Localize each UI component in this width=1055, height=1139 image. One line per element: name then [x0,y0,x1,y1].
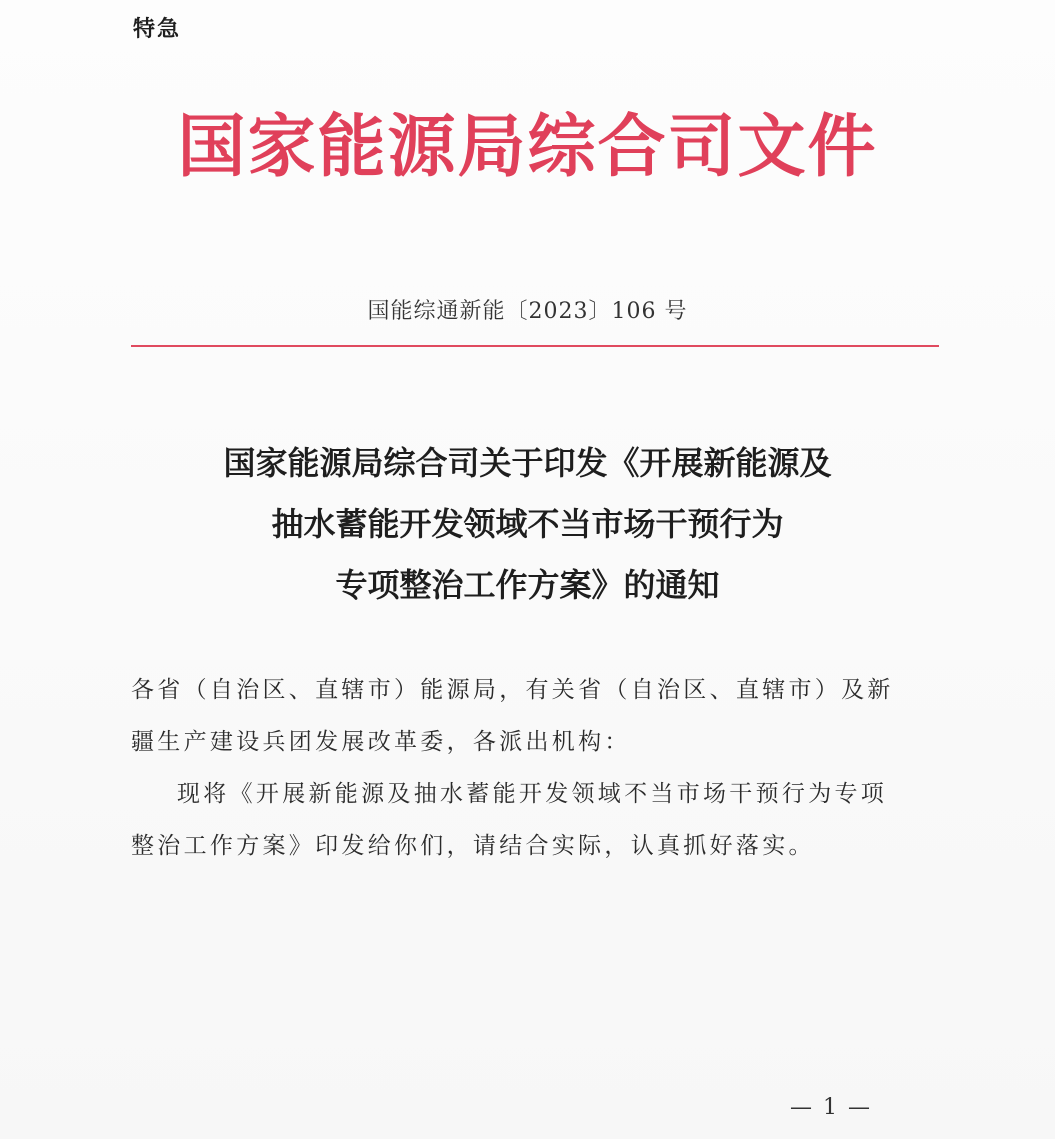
title-line-3: 专项整治工作方案》的通知 [335,566,720,604]
issuer-header: 国家能源局综合司文件 [177,107,878,187]
title-line-2: 抽水蓄能开发领域不当市场干预行为 [271,505,784,543]
urgency-label: 特急 [133,17,182,42]
title-line-1: 国家能源局综合司关于印发《开展新能源及 [223,444,832,482]
red-separator-line [131,345,939,347]
body-paragraph-line-1: 现将《开展新能源及抽水蓄能开发领域不当市场干预行为专项 [177,781,888,807]
document-body [131,664,941,872]
document-number: 国能综通新能〔2023〕106 号 [367,299,688,324]
salutation-line-2: 疆生产建设兵团发展改革委，各派出机构： [131,729,631,755]
salutation-line-1: 各省（自治区、直辖市）能源局，有关省（自治区、直辖市）及新 [131,677,894,703]
document-title [0,433,1055,616]
body-paragraph-line-2: 整治工作方案》印发给你们，请结合实际，认真抓好落实。 [131,833,815,859]
page-number: — 1 — [790,1095,872,1120]
